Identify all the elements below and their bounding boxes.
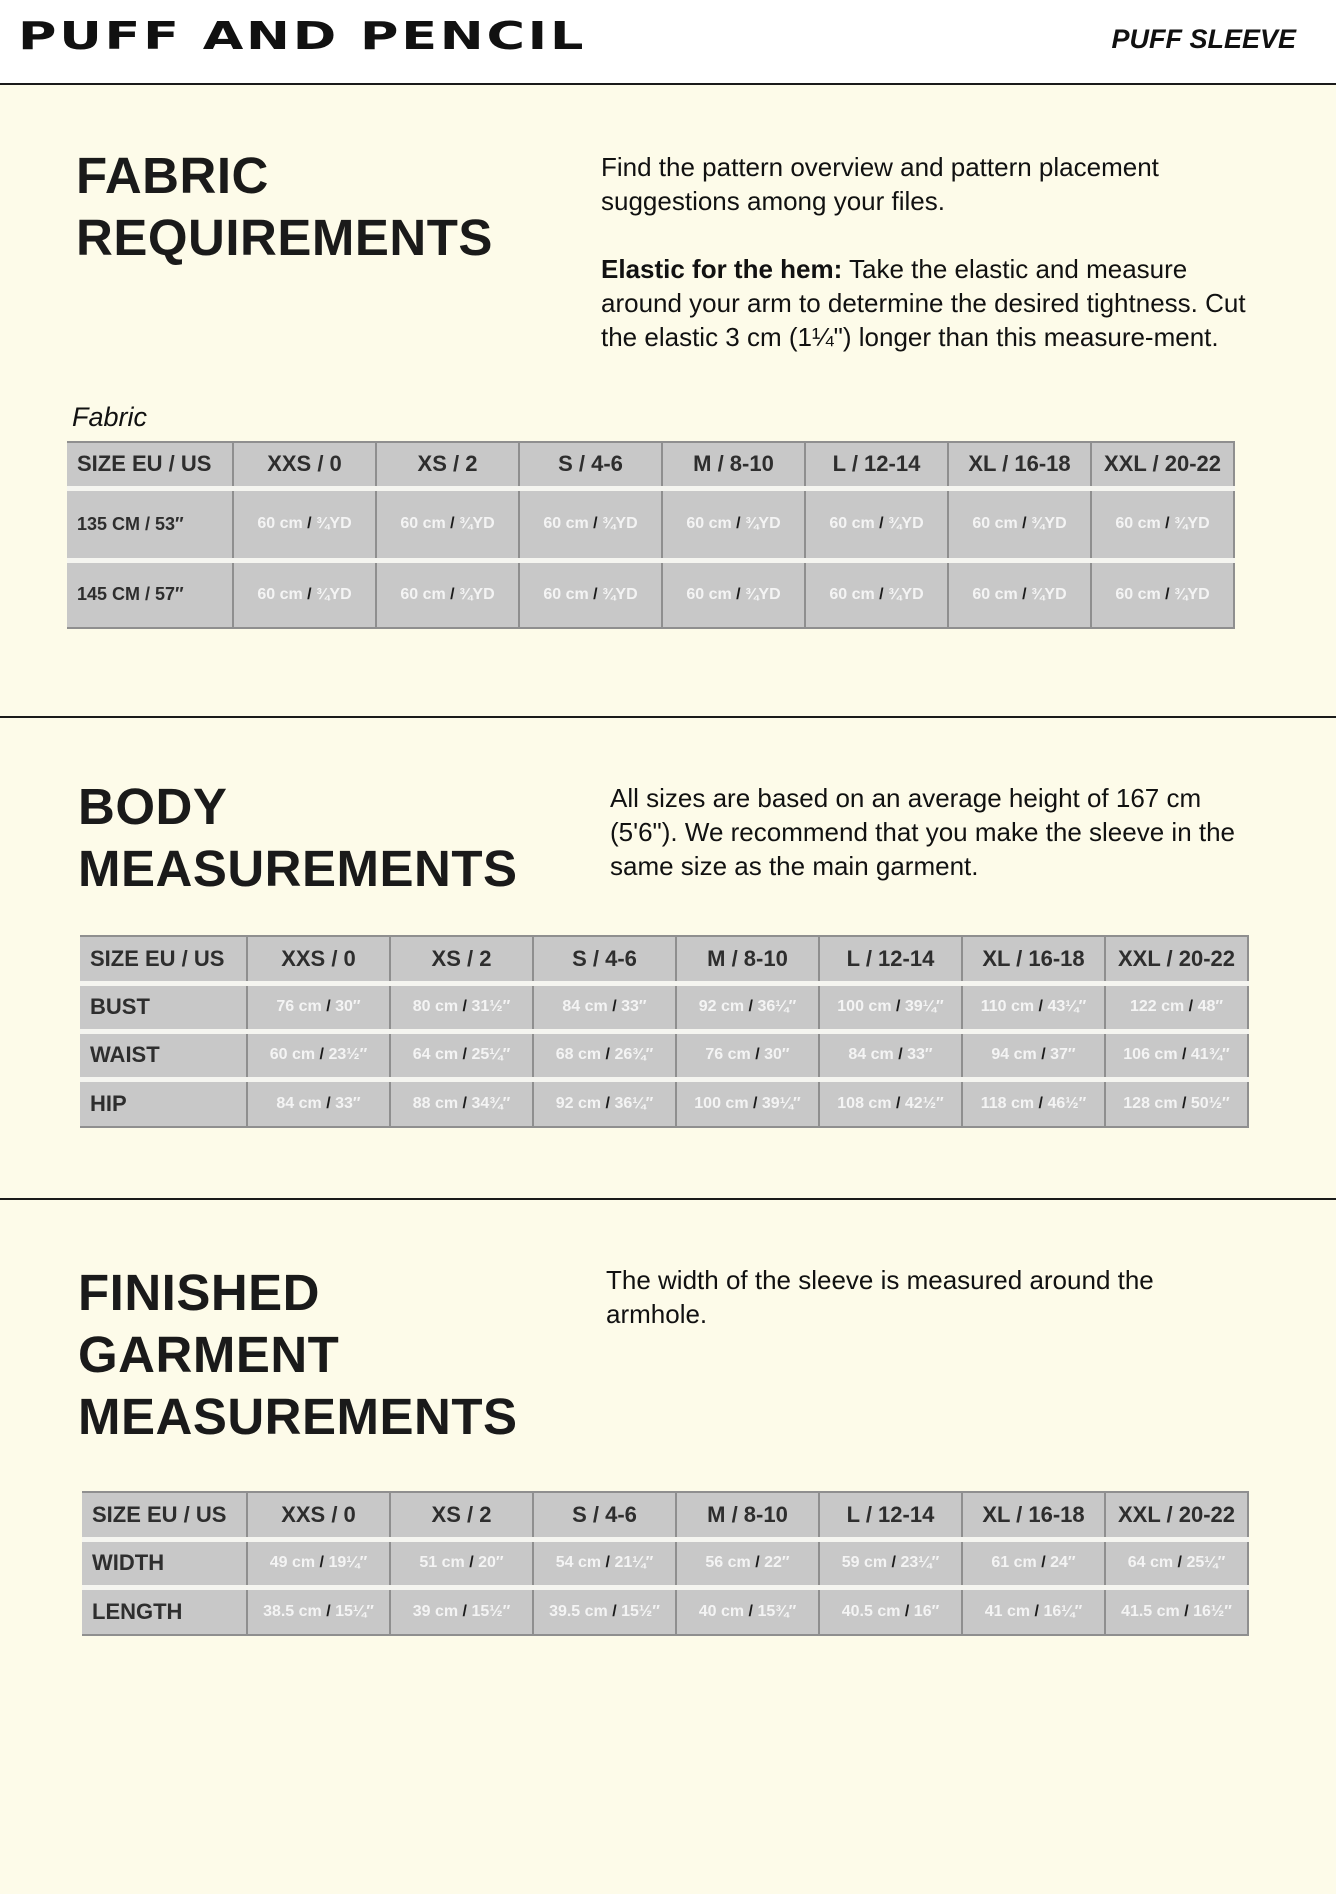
size-header: XXS / 0 — [247, 936, 390, 983]
metric-value: 68 cm — [555, 1046, 602, 1063]
value-separator: / — [601, 1094, 615, 1112]
value-separator: / — [1034, 1094, 1048, 1112]
imperial-value: ¾YD — [459, 585, 495, 603]
value-separator: / — [588, 585, 603, 603]
size-header: S / 4-6 — [533, 936, 676, 983]
measurement-cell — [533, 1079, 676, 1127]
metric-value: 64 cm — [412, 1046, 459, 1063]
value-separator: / — [874, 515, 889, 532]
measurement-cell — [805, 560, 948, 628]
metric-value: 60 cm — [829, 585, 875, 603]
imperial-value: 15¼″ — [335, 1602, 374, 1620]
imperial-value: 16¼″ — [1043, 1602, 1083, 1620]
row-label: LENGTH — [82, 1587, 247, 1635]
elastic-note-label: Elastic for the hem: — [601, 254, 843, 284]
measurement-cell — [390, 983, 533, 1031]
size-header: XS / 2 — [390, 1492, 533, 1539]
measurement-cell — [962, 1587, 1105, 1635]
imperial-value: 42½″ — [904, 1094, 944, 1112]
fabric-requirements-table — [67, 441, 1235, 629]
measurement-cell — [819, 1079, 962, 1127]
metric-value: 60 cm — [1115, 515, 1161, 532]
measurement-cell — [819, 1587, 962, 1635]
value-separator: / — [1017, 585, 1032, 603]
measurement-cell — [1105, 1539, 1248, 1587]
imperial-value: 25¼″ — [1186, 1554, 1226, 1571]
value-separator: / — [891, 998, 905, 1015]
metric-value: 39 cm — [412, 1602, 459, 1620]
body-desc-paragraph: All sizes are based on an average height of 167 cm (5'6"). We recommend that you make the sleeve in the same size as the main garment. — [610, 783, 1236, 881]
measurement-cell — [819, 983, 962, 1031]
measurement-cell — [1105, 983, 1248, 1031]
metric-value: 61 cm — [991, 1554, 1037, 1571]
value-separator: / — [874, 585, 889, 603]
imperial-value: 36¼″ — [757, 998, 797, 1015]
metric-value: 122 cm — [1129, 998, 1185, 1015]
imperial-value: 34¾″ — [471, 1094, 511, 1112]
measurement-cell — [948, 560, 1091, 628]
table-header-row — [80, 936, 1248, 983]
value-separator: / — [1036, 1046, 1051, 1063]
row-label: BUST — [80, 983, 247, 1031]
measurement-cell — [533, 1539, 676, 1587]
fabric-table-label: Fabric — [72, 402, 148, 432]
value-separator: / — [458, 1094, 472, 1112]
measurement-cell — [376, 488, 519, 560]
measurement-cell — [1105, 1079, 1248, 1127]
measurement-cell — [805, 488, 948, 560]
size-header: M / 8-10 — [662, 442, 805, 488]
imperial-value: 21¼″ — [614, 1554, 654, 1571]
metric-value: 59 cm — [841, 1554, 888, 1571]
imperial-value: 15¾″ — [757, 1602, 797, 1620]
metric-value: 51 cm — [419, 1554, 465, 1571]
value-separator: / — [445, 515, 460, 532]
metric-value: 49 cm — [269, 1554, 316, 1571]
table-header-row — [82, 1492, 1248, 1539]
elastic-note — [601, 252, 1251, 354]
value-separator: / — [1179, 1602, 1194, 1620]
size-header: M / 8-10 — [676, 936, 819, 983]
title-line: REQUIREMENTS — [76, 209, 493, 266]
size-header: XXL / 20-22 — [1105, 936, 1248, 983]
title-line: FABRIC — [76, 147, 269, 204]
size-header: XL / 16-18 — [948, 442, 1091, 488]
metric-value: 92 cm — [555, 1094, 602, 1112]
value-separator: / — [601, 1554, 615, 1571]
value-separator: / — [588, 515, 603, 532]
size-header: M / 8-10 — [676, 1492, 819, 1539]
table-row — [80, 1031, 1248, 1079]
table-row — [67, 560, 1234, 628]
table-row — [80, 983, 1248, 1031]
value-separator: / — [315, 1046, 329, 1063]
metric-value: 40.5 cm — [841, 1602, 901, 1620]
section-divider — [0, 716, 1336, 718]
title-line: MEASUREMENTS — [78, 840, 518, 897]
measurement-cell — [676, 1587, 819, 1635]
measurement-cell — [390, 1079, 533, 1127]
measurement-cell — [962, 1031, 1105, 1079]
imperial-value: ¾YD — [602, 515, 638, 532]
metric-value: 76 cm — [276, 998, 322, 1015]
size-header: XXL / 20-22 — [1105, 1492, 1248, 1539]
imperial-value: 48″ — [1197, 998, 1224, 1015]
title-line: BODY — [78, 778, 228, 835]
value-separator: / — [1030, 1602, 1044, 1620]
metric-value: 88 cm — [412, 1094, 459, 1112]
imperial-value: 19¼″ — [328, 1554, 368, 1571]
measurement-cell — [1105, 1031, 1248, 1079]
imperial-value: ¾YD — [316, 585, 352, 603]
measurement-cell — [390, 1587, 533, 1635]
value-separator: / — [1036, 1554, 1051, 1571]
metric-value: 84 cm — [562, 998, 608, 1015]
body-description — [610, 781, 1250, 883]
measurement-cell — [962, 1539, 1105, 1587]
metric-value: 60 cm — [543, 585, 589, 603]
measurement-cell — [390, 1031, 533, 1079]
value-separator: / — [302, 585, 317, 603]
size-header: XXS / 0 — [233, 442, 376, 488]
value-separator: / — [750, 1046, 765, 1063]
imperial-value: ¾YD — [745, 515, 781, 532]
imperial-value: 33″ — [621, 998, 647, 1015]
row-label: 135 CM / 53″ — [67, 488, 233, 560]
row-label: WIDTH — [82, 1539, 247, 1587]
size-header: XL / 16-18 — [962, 936, 1105, 983]
imperial-value: 24″ — [1050, 1554, 1076, 1571]
imperial-value: 30″ — [764, 1046, 790, 1063]
finished-garment-table — [82, 1491, 1249, 1636]
metric-value: 60 cm — [400, 515, 446, 532]
row-label: 145 CM / 57″ — [67, 560, 233, 628]
elastic-note-text: Take the elastic and measure around your arm to determine the desired tightness. Cut the elastic 3 cm (1¼") longer than this measure-ment. — [601, 254, 1246, 352]
measurement-cell — [533, 1031, 676, 1079]
body-measurements-table — [80, 935, 1249, 1128]
finished-desc-paragraph: The width of the sleeve is measured around the armhole. — [606, 1265, 1154, 1329]
measurement-cell — [533, 1587, 676, 1635]
imperial-value: 15½″ — [621, 1602, 660, 1620]
imperial-value: 22″ — [764, 1554, 790, 1571]
metric-value: 41.5 cm — [1121, 1602, 1180, 1620]
metric-value: 56 cm — [705, 1554, 751, 1571]
metric-value: 60 cm — [829, 515, 875, 532]
measurement-cell — [676, 1079, 819, 1127]
imperial-value: 15½″ — [471, 1602, 511, 1620]
imperial-value: 31½″ — [471, 998, 511, 1015]
measurement-cell — [233, 488, 376, 560]
value-separator: / — [1034, 998, 1048, 1015]
brand-logo-text: PUFF AND PENCIL — [18, 14, 587, 58]
imperial-value: ¾YD — [1174, 585, 1210, 603]
imperial-value: 25¼″ — [471, 1046, 511, 1063]
product-name: PUFF SLEEVE — [1111, 24, 1296, 54]
value-separator: / — [458, 1046, 472, 1063]
body-measurements-title — [78, 776, 518, 900]
value-separator: / — [321, 1094, 336, 1112]
measurement-cell — [233, 560, 376, 628]
measurement-cell — [962, 983, 1105, 1031]
value-separator: / — [607, 998, 622, 1015]
finished-description — [606, 1263, 1226, 1331]
fabric-requirements-title — [76, 145, 493, 269]
metric-value: 38.5 cm — [263, 1602, 322, 1620]
metric-value: 39.5 cm — [549, 1602, 608, 1620]
value-separator: / — [750, 1554, 765, 1571]
imperial-value: 39¼″ — [904, 998, 944, 1015]
finished-garment-title — [78, 1262, 518, 1448]
measurement-cell — [676, 1031, 819, 1079]
row-label: WAIST — [80, 1031, 247, 1079]
section-divider — [0, 1198, 1336, 1200]
table-header-row — [67, 442, 1234, 488]
value-separator: / — [445, 585, 460, 603]
measurement-cell — [247, 1587, 390, 1635]
imperial-value: 37″ — [1050, 1046, 1076, 1063]
metric-value: 60 cm — [257, 585, 303, 603]
imperial-value: 23½″ — [328, 1046, 368, 1063]
imperial-value: ¾YD — [888, 515, 924, 532]
imperial-value: ¾YD — [1031, 585, 1067, 603]
measurement-cell — [662, 488, 805, 560]
title-line: GARMENT — [78, 1326, 340, 1383]
metric-value: 110 cm — [980, 998, 1035, 1015]
imperial-value: ¾YD — [459, 515, 495, 532]
metric-value: 60 cm — [269, 1046, 316, 1063]
value-separator: / — [321, 998, 336, 1015]
metric-value: 60 cm — [972, 585, 1018, 603]
value-separator: / — [891, 1094, 905, 1112]
size-column-header: SIZE EU / US — [80, 936, 247, 983]
imperial-value: 30″ — [335, 998, 361, 1015]
measurement-cell — [390, 1539, 533, 1587]
measurement-cell — [662, 560, 805, 628]
size-header: S / 4-6 — [533, 1492, 676, 1539]
size-header: XXS / 0 — [247, 1492, 390, 1539]
metric-value: 41 cm — [984, 1602, 1031, 1620]
metric-value: 60 cm — [686, 515, 732, 532]
measurement-cell — [533, 983, 676, 1031]
value-separator: / — [731, 585, 746, 603]
measurement-cell — [519, 560, 662, 628]
measurement-cell — [948, 488, 1091, 560]
value-separator: / — [601, 1046, 615, 1063]
size-header: L / 12-14 — [819, 936, 962, 983]
measurement-cell — [676, 1539, 819, 1587]
value-separator: / — [607, 1602, 622, 1620]
imperial-value: 46½″ — [1047, 1094, 1087, 1112]
value-separator: / — [315, 1554, 329, 1571]
measurement-cell — [676, 983, 819, 1031]
value-separator: / — [744, 1602, 758, 1620]
measurement-cell — [519, 488, 662, 560]
imperial-value: 33″ — [907, 1046, 933, 1063]
imperial-value: 41¾″ — [1190, 1046, 1230, 1063]
fabric-desc-paragraph: Find the pattern overview and pattern placement suggestions among your files. — [601, 152, 1159, 216]
metric-value: 60 cm — [543, 515, 589, 532]
metric-value: 80 cm — [412, 998, 459, 1015]
imperial-value: 36¼″ — [614, 1094, 654, 1112]
title-line: FINISHED — [78, 1264, 321, 1321]
imperial-value: 43¼″ — [1047, 998, 1087, 1015]
imperial-value: 20″ — [478, 1554, 504, 1571]
imperial-value: ¾YD — [316, 515, 352, 532]
measurement-cell — [962, 1079, 1105, 1127]
metric-value: 60 cm — [686, 585, 732, 603]
metric-value: 106 cm — [1123, 1046, 1178, 1063]
imperial-value: 39¼″ — [761, 1094, 801, 1112]
imperial-value: 16″ — [913, 1602, 940, 1620]
metric-value: 128 cm — [1123, 1094, 1178, 1112]
imperial-value: ¾YD — [602, 585, 638, 603]
value-separator: / — [748, 1094, 762, 1112]
imperial-value: ¾YD — [745, 585, 781, 603]
row-label: HIP — [80, 1079, 247, 1127]
title-line: MEASUREMENTS — [78, 1388, 518, 1445]
metric-value: 64 cm — [1127, 1554, 1174, 1571]
metric-value: 60 cm — [257, 515, 303, 532]
value-separator: / — [1173, 1554, 1187, 1571]
measurement-cell — [1091, 560, 1234, 628]
metric-value: 76 cm — [705, 1046, 751, 1063]
measurement-cell — [1105, 1587, 1248, 1635]
metric-value: 60 cm — [972, 515, 1018, 532]
size-header: S / 4-6 — [519, 442, 662, 488]
value-separator: / — [1184, 998, 1198, 1015]
value-separator: / — [1160, 515, 1175, 532]
value-separator: / — [1160, 585, 1175, 603]
imperial-value: 33″ — [335, 1094, 361, 1112]
metric-value: 118 cm — [980, 1094, 1035, 1112]
imperial-value: ¾YD — [1031, 515, 1067, 532]
measurement-cell — [247, 1079, 390, 1127]
size-header: XL / 16-18 — [962, 1492, 1105, 1539]
size-header: XS / 2 — [390, 936, 533, 983]
size-header: L / 12-14 — [819, 1492, 962, 1539]
size-header: XXL / 20-22 — [1091, 442, 1234, 488]
metric-value: 54 cm — [555, 1554, 602, 1571]
value-separator: / — [464, 1554, 479, 1571]
size-header: L / 12-14 — [805, 442, 948, 488]
measurement-cell — [247, 983, 390, 1031]
imperial-value: 23¼″ — [900, 1554, 940, 1571]
table-row — [82, 1539, 1248, 1587]
metric-value: 40 cm — [698, 1602, 745, 1620]
metric-value: 100 cm — [694, 1094, 749, 1112]
imperial-value: 26¾″ — [614, 1046, 654, 1063]
table-row — [80, 1079, 1248, 1127]
metric-value: 92 cm — [698, 998, 745, 1015]
value-separator: / — [321, 1602, 336, 1620]
table-row — [82, 1587, 1248, 1635]
metric-value: 108 cm — [837, 1094, 892, 1112]
imperial-value: ¾YD — [1174, 515, 1210, 532]
value-separator: / — [893, 1046, 908, 1063]
value-separator: / — [887, 1554, 901, 1571]
metric-value: 84 cm — [848, 1046, 894, 1063]
metric-value: 60 cm — [1115, 585, 1161, 603]
value-separator: / — [1017, 515, 1032, 532]
measurement-cell — [1091, 488, 1234, 560]
value-separator: / — [731, 515, 746, 532]
imperial-value: 16½″ — [1193, 1602, 1232, 1620]
fabric-description — [601, 150, 1251, 354]
value-separator: / — [458, 998, 472, 1015]
measurement-cell — [376, 560, 519, 628]
metric-value: 60 cm — [400, 585, 446, 603]
measurement-cell — [247, 1539, 390, 1587]
size-header: XS / 2 — [376, 442, 519, 488]
imperial-value: 50½″ — [1190, 1094, 1230, 1112]
value-separator: / — [302, 515, 317, 532]
metric-value: 94 cm — [991, 1046, 1037, 1063]
value-separator: / — [1177, 1094, 1191, 1112]
value-separator: / — [744, 998, 758, 1015]
size-column-header: SIZE EU / US — [82, 1492, 247, 1539]
value-separator: / — [1177, 1046, 1191, 1063]
page-header — [0, 0, 1336, 85]
measurement-cell — [819, 1539, 962, 1587]
measurement-cell — [247, 1031, 390, 1079]
metric-value: 100 cm — [837, 998, 892, 1015]
table-row — [67, 488, 1234, 560]
value-separator: / — [900, 1602, 914, 1620]
metric-value: 84 cm — [276, 1094, 322, 1112]
size-column-header: SIZE EU / US — [67, 442, 233, 488]
value-separator: / — [458, 1602, 472, 1620]
measurement-cell — [819, 1031, 962, 1079]
imperial-value: ¾YD — [888, 585, 924, 603]
